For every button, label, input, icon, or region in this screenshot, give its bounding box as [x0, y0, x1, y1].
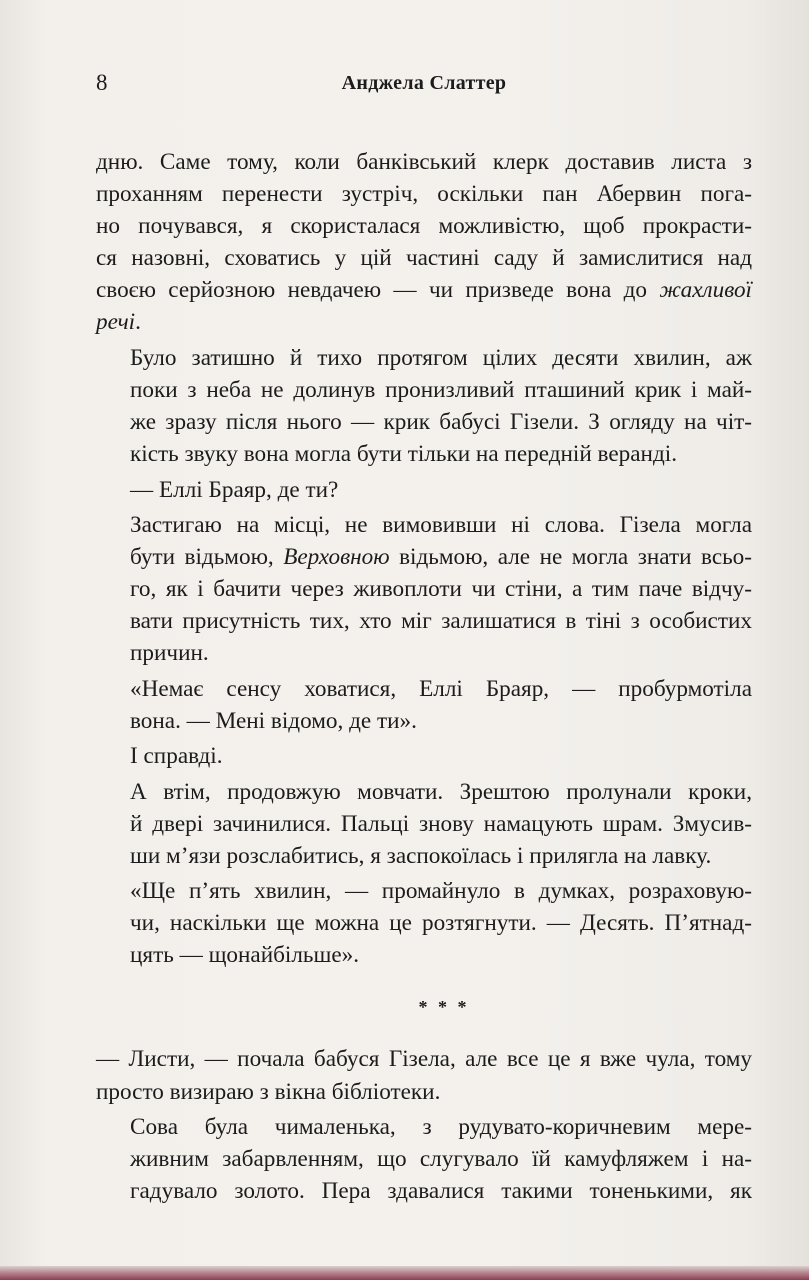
text-line: «Ще п’ять хвилин, — промайнуло в думках, розраховую-: [130, 878, 752, 905]
text-line: чи, наскільки ще можна це розтягнути. — Десять. П’ятнад-: [130, 910, 752, 937]
text-line: просто визираю з вікна бібліотеки.: [96, 1078, 441, 1105]
text-line: — Листи, — почала бабуся Гізела, але все це я вже чула, тому: [96, 1046, 752, 1073]
text-line: но почувався, я скористалася можливістю, щоб прокрасти-: [96, 213, 752, 240]
paragraph-6: [96, 740, 752, 772]
text-line: Було затишно й тихо протягом цілих десяти хвилин, аж: [130, 344, 752, 371]
text-line: дню. Саме тому, коли банківський клерк доставив листа з: [96, 149, 752, 175]
paragraph-3: [96, 474, 752, 506]
text-line: причин.: [130, 640, 209, 667]
page-number: 8: [96, 70, 108, 95]
text-line: цять — щонайбільше».: [130, 942, 360, 969]
text-line: кість звуку вона могла бути тільки на передній веранді.: [130, 441, 677, 468]
text-line: Сова була чималенька, з рудувато-коричневим мере-: [130, 1113, 752, 1140]
paragraph-7: [96, 776, 752, 872]
body-text: [96, 146, 752, 1207]
book-cover-edge: [0, 1266, 809, 1280]
paragraph-1: [96, 146, 752, 339]
text-line: живним забарвленням, що слугувало їй камуфляжем і на-: [130, 1146, 752, 1172]
text-line: бути відьмою, Верховною відьмою, але не могла знати всьо-: [130, 544, 753, 571]
text-line: поки з неба не долинув пронизливий пташиний крик і май-: [130, 376, 752, 403]
italic-word: Верховною: [283, 544, 390, 571]
text-line: го, як і бачити через живоплоти чи стіни, а тим паче відчу-: [130, 576, 752, 603]
text-line: гадувало золото. Пера здавалися такими тоненькими, як: [130, 1178, 752, 1205]
text-line: — Еллі Браяр, де ти?: [130, 476, 339, 503]
section-separator: * * *: [418, 997, 470, 1018]
text-line: вати присутність тих, хто міг залишатися в тіні з особистих: [130, 608, 752, 635]
text-line: «Немає сенсу ховатися, Еллі Браяр, — пробурмотіла: [130, 675, 752, 702]
italic-word: речі: [96, 309, 136, 336]
page-header: [96, 68, 752, 100]
text-line: своєю серйозною невдачею — чи призведе вона до жахливої: [96, 277, 752, 304]
paragraph-4: [96, 509, 752, 669]
text-line: ся назовні, сховатись у цій частині саду й замислитися над: [96, 245, 752, 272]
paragraph-2: [96, 342, 752, 470]
text-line: вона. — Мені відомо, де ти».: [130, 707, 417, 734]
italic-word: жахливої: [659, 277, 752, 304]
text-line: ши м’язи розслабитись, я заспокоїлась і прилягла на лавку.: [130, 842, 712, 869]
text-line: проханням перенести зустріч, оскільки пан Абервин пога-: [96, 181, 752, 208]
running-title: Анджела Слаттер: [341, 72, 507, 94]
text-line: І справді.: [130, 743, 223, 770]
text-line: А втім, продовжую мовчати. Зрештою пролунали кроки,: [130, 778, 752, 805]
text-line: й двері зачинилися. Пальці знову намацують шрам. Змусив-: [130, 810, 752, 837]
paragraph-10: [96, 1111, 752, 1207]
paragraph-9: [96, 1043, 752, 1107]
text-line: же зразу після нього — крик бабусі Гізели. З огляду на чіт-: [130, 409, 752, 436]
text-line: Застигаю на місці, не вимовивши ні слова. Гізела могла: [130, 511, 752, 538]
text-line: речі.: [96, 309, 141, 336]
paragraph-5: [96, 673, 752, 737]
paragraph-8: [96, 875, 752, 971]
